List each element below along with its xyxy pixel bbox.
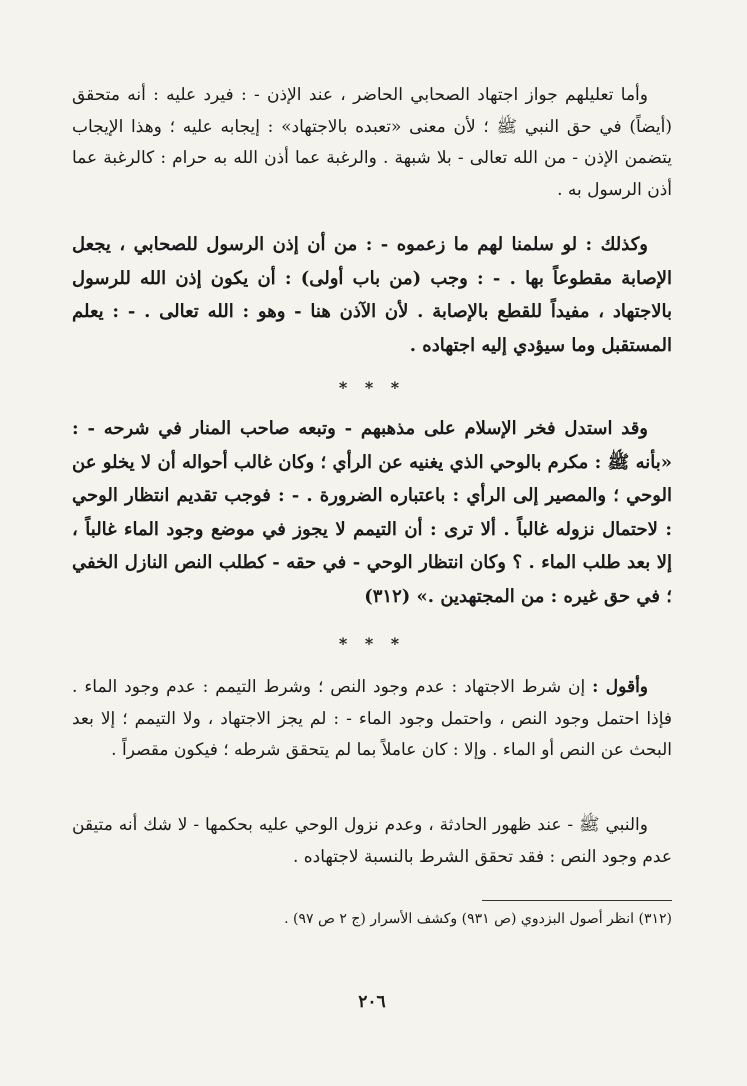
paragraph-4-body: إن شرط الاجتهاد : عدم وجود النص ؛ وشرط التيمم : عدم وجود الماء . فإذا احتمل وجود النص ، واحتمل وجود الماء - : لم يجز الاجتهاد ، ولا التيمم ؛ إلا بعد البحث عن النص أو الماء . وإلا : كان عاملاً بما لم يتحقق شرطه ؛ فيكون مقصراً . [72,677,672,760]
paragraph-3: وقد استدل فخر الإسلام على مذهبهم - وتبعه صاحب المنار في شرحه - : «بأنه ﷺ : مكرم بالوحي الذي يغنيه عن الرأي ؛ وكان غالب أحواله أن لا يخلو عن الوحي ؛ والمصير إلى الرأي : باعتباره الضرورة . - : فوجب تقديم انتظار الوحي : لاحتمال نزوله غالباً . ألا ترى : أن التيمم لا يجوز في موضع وجود الماء غالباً ، إلا بعد طلب الماء . ؟ وكان انتظار الوحي - في حقه - كطلب النص النازل الخفي ؛ في حق غيره : من المجتهدين .» (٣١٢) [72,418,672,607]
paragraph-5: والنبي ﷺ - عند ظهور الحادثة ، وعدم نزول الوحي عليه بحكمها - لا شك أنه متيقن عدم وجود النص : فقد تحقق الشرط بالنسبة لاجتهاده . [72,815,672,867]
footnote: (٣١٢) انظر أصول البزدوي (ص ٩٣١) وكشف الأسرار (ج ٢ ص ٩٧) . [284,911,672,927]
paragraph-4-lead: وأقول : [592,677,649,697]
section-separator: * * * [338,378,406,397]
paragraph-1: وأما تعليلهم جواز اجتهاد الصحابي الحاضر ، عند الإذن - : فيرد عليه : أنه متحقق (أيضاً) في حق النبي ﷺ ؛ لأن معنى «تعبده بالاجتهاد» : إيجابه عليه ؛ وهذا الإيجاب يتضمن الإذن - من الله تعالى - بلا شبهة . والرغبة عما أذن الله به حرام : كالرغبة عما أذن الرسول به . [72,85,672,200]
footnote-divider [482,900,672,901]
section-separator: * * * [338,634,406,653]
page-number: ٢٠٦ [358,992,386,1012]
paragraph-4 [72,672,672,767]
paragraph-2: وكذلك : لو سلمنا لهم ما زعموه - : من أن إذن الرسول للصحابي ، يجعل الإصابة مقطوعاً بها . - : وجب (من باب أولى) : أن يكون إذن الله للرسول بالاجتهاد ، مفيداً للقطع بالإصابة . لأن الآذن هنا - وهو : الله تعالى . - : يعلم المستقبل وما سيؤدي إليه اجتهاده . [72,234,672,356]
